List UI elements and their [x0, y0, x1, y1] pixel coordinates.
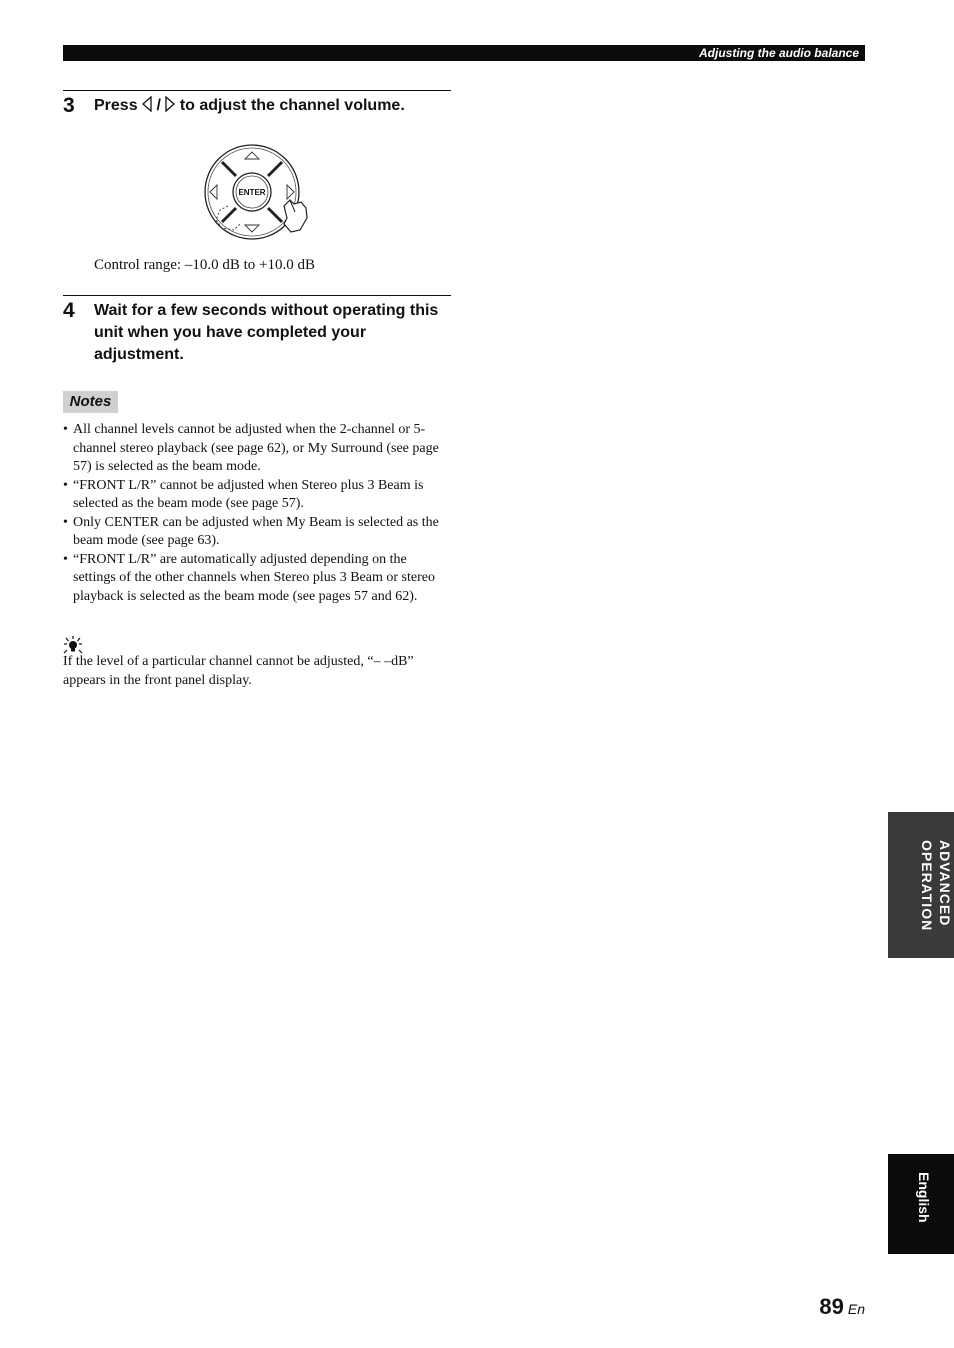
step-3-rule — [63, 90, 451, 91]
side-tab-english[interactable] — [888, 1154, 954, 1254]
running-header — [63, 45, 865, 61]
control-range: Control range: –10.0 dB to +10.0 dB — [94, 257, 315, 273]
step-4-number: 4 — [63, 299, 75, 322]
step-3-text — [94, 95, 454, 117]
notes-list — [63, 421, 451, 606]
list-item: • “FRONT L/R” cannot be adjusted when Stereo plus 3 Beam is selected as the beam mode (see page 57). — [63, 477, 451, 514]
step-3-prefix: Press — [94, 97, 143, 114]
step-3-number: 3 — [63, 94, 75, 117]
list-item: • “FRONT L/R” are automatically adjusted depending on the settings of the other channels when Stereo plus 3 Beam or stereo playback is selected as the beam mode (see pages 57 and 62). — [63, 551, 451, 607]
step-4-rule — [63, 295, 451, 296]
step-3-separator: / — [152, 97, 166, 114]
list-item: • Only CENTER can be adjusted when My Beam is selected as the beam mode (see page 63). — [63, 514, 451, 551]
side-tab-line-1: ADVANCED — [937, 840, 953, 927]
lightbulb-tip-icon — [63, 636, 85, 654]
step-4-text: Wait for a few seconds without operating this unit when you have completed your adjustment. — [94, 302, 439, 363]
side-tab-line-2: OPERATION — [919, 840, 935, 932]
right-arrow-icon — [165, 96, 175, 112]
cursor-pad-icon — [198, 142, 314, 242]
page-number — [819, 1294, 865, 1322]
left-arrow-icon — [142, 96, 152, 112]
step-3-suffix: to adjust the channel volume. — [175, 97, 405, 114]
list-item: • All channel levels cannot be adjusted when the 2-channel or 5-channel stereo playback (see page 62), or My Surround (see page 57) is selected as the beam mode. — [63, 421, 451, 477]
page-language-code: En — [847, 1301, 865, 1317]
page-number-value: 89 — [819, 1294, 844, 1319]
notes-label: Notes — [63, 391, 118, 413]
enter-label: ENTER — [238, 188, 266, 197]
section-title: Adjusting the audio balance — [698, 46, 859, 60]
side-tab-advanced-operation[interactable] — [888, 812, 954, 958]
side-tab-language: English — [916, 1172, 932, 1223]
tip-text: If the level of a particular channel cannot be adjusted, “– –dB” appears in the front panel display. — [63, 654, 414, 688]
